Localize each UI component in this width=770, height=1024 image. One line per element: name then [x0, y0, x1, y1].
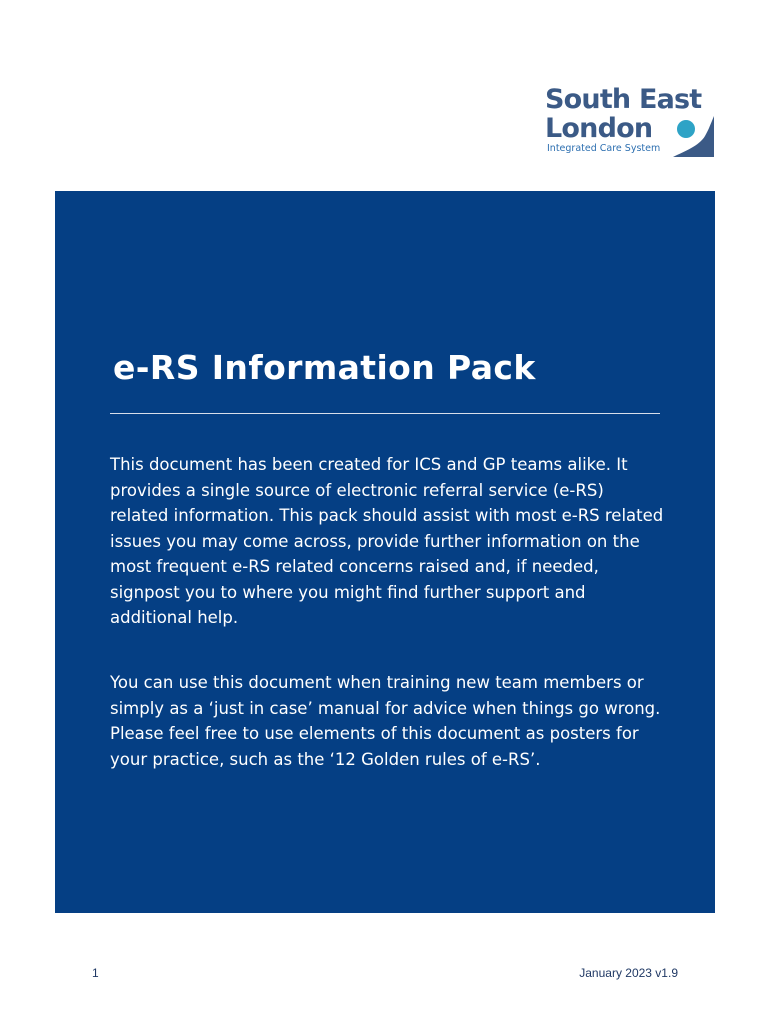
logo-line1: South East [545, 84, 702, 115]
page-number: 1 [92, 966, 99, 980]
logo-subtitle: Integrated Care System [547, 143, 661, 154]
title-divider [110, 413, 660, 414]
logo-line2: London [545, 113, 653, 144]
organisation-logo [545, 86, 720, 161]
cover-panel [55, 191, 715, 913]
usage-paragraph: You can use this document when training new team members or simply as a ‘just in case’ manual for advice when things go wrong. Please feel free to use elements of this document as posters for your practice, such as the ‘12 Golden rules of e-RS’. [110, 673, 661, 769]
document-title: e-RS Information Pack [113, 348, 536, 387]
document-date-version: January 2023 v1.9 [579, 966, 678, 980]
logo-mark-icon [671, 116, 717, 158]
intro-paragraph: This document has been created for ICS and GP teams alike. It provides a single source of electronic referral service (e-RS) related information. This pack should assist with most e-RS related issues you may come across, provide further information on the most frequent e-RS related concerns raised and, if needed, signpost you to where you might find further support and additional help. [110, 455, 664, 627]
